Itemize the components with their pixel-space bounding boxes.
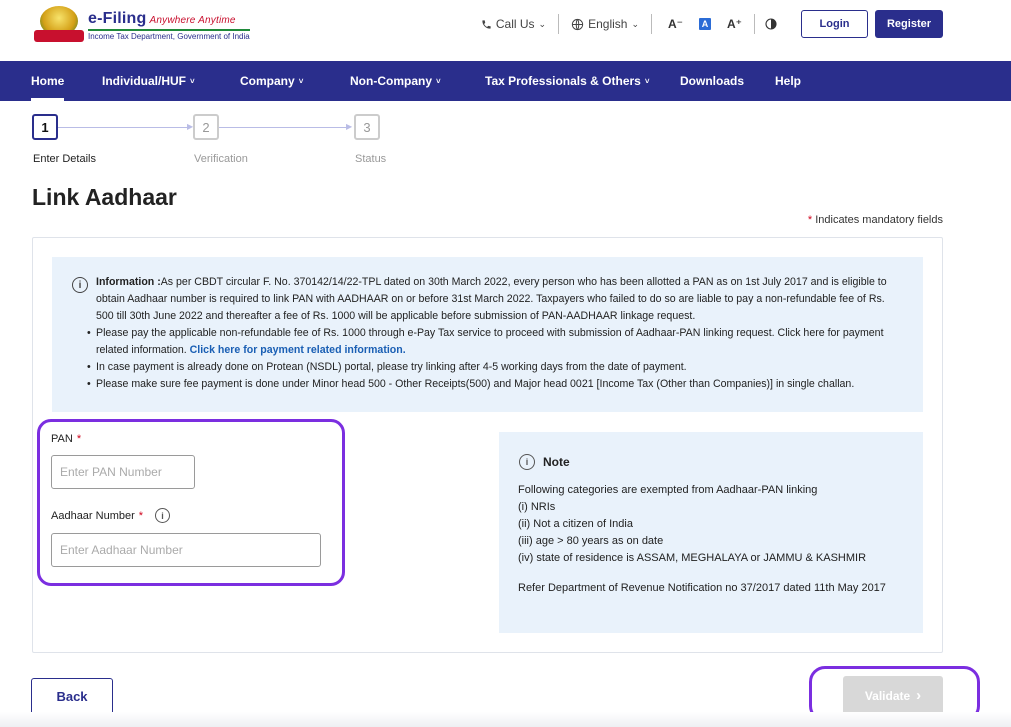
- required-star: *: [807, 214, 813, 226]
- validate-button[interactable]: [843, 676, 943, 715]
- note-item: (i) NRIs: [518, 501, 556, 513]
- login-button[interactable]: Login: [801, 10, 868, 38]
- mandatory-note: [808, 214, 943, 226]
- note-item: (iii) age > 80 years as on date: [518, 535, 664, 547]
- font-normal-button[interactable]: A: [699, 18, 711, 30]
- nav-label: Non-Company: [350, 74, 432, 88]
- information-list: [96, 325, 896, 393]
- nav-individual-huf[interactable]: [102, 61, 195, 101]
- information-heading: Information :: [96, 276, 161, 288]
- efiling-logo[interactable]: [32, 6, 250, 44]
- information-intro: [96, 274, 896, 325]
- information-text: [96, 274, 896, 393]
- list-item: • In case payment is already done on Protean (NSDL) portal, please try linking after 4-5 working days from the date of payment.: [96, 359, 896, 376]
- nav-label: Help: [775, 74, 802, 88]
- step-2-label: Verification: [194, 153, 248, 165]
- chevron-right-icon: ›: [916, 687, 922, 704]
- validate-label: Validate: [864, 688, 911, 703]
- nav-label: Tax Professionals & Others: [485, 74, 641, 88]
- chevron-down-icon: ˅: [298, 76, 304, 86]
- phone-icon: [481, 19, 492, 30]
- info-icon[interactable]: i: [155, 508, 170, 523]
- pan-input[interactable]: [51, 455, 195, 489]
- note-item: (ii) Not a citizen of India: [518, 518, 633, 530]
- language-dropdown[interactable]: [559, 14, 651, 34]
- mandatory-note-text: Indicates mandatory fields: [815, 214, 943, 226]
- pan-label: [51, 433, 81, 445]
- divider: [651, 14, 652, 34]
- font-increase-button[interactable]: A⁺: [727, 17, 742, 31]
- payment-info-link[interactable]: Click here for payment related information.: [189, 344, 406, 356]
- step-3-indicator: 3: [354, 114, 380, 140]
- step-3-label: Status: [355, 153, 387, 165]
- nav-home[interactable]: [31, 61, 64, 101]
- note-item: (iv) state of residence is ASSAM, MEGHALAYA or JAMMU & KASHMIR: [518, 552, 867, 564]
- nav-non-company[interactable]: [350, 61, 441, 101]
- back-button[interactable]: Back: [31, 678, 113, 715]
- required-star: *: [138, 510, 144, 522]
- information-intro-text: As per CBDT circular F. No. 370142/14/22-TPL dated on 30th March 2022, every person who has been allotted a PAN as on 1st July 2017 and is eligible to obtain Aadhaar number is required to link PAN with AADHAAR on or before 31st March 2022. Taxpayers who failed to do so are liable to pay a non-refundable fee of Rs. 500 till 30th June 2022 and thereafter a fee of Rs. 1000 will be applicable before submission of PAN-AADHAAR linkage request.: [96, 276, 887, 322]
- list-item: • Please pay the applicable non-refundable fee of Rs. 1000 through e-Pay Tax service to proceed with submission of Aadhaar-PAN linking request. Click here for payment related information. Click here for payment related information.: [96, 325, 896, 359]
- contrast-toggle[interactable]: [755, 14, 787, 34]
- required-star: *: [76, 433, 82, 445]
- list-item: • Please make sure fee payment is done under Minor head 500 - Other Receipts(500) and Major head 0021 [Income Tax (Other than Companies)] in single challan.: [96, 376, 896, 393]
- step-connector: [58, 127, 190, 128]
- logo-title: e-Filing: [88, 10, 147, 27]
- arrow-right-icon: ▶: [346, 122, 353, 131]
- header-utilities: [469, 10, 943, 38]
- page-bottom-edge: [0, 712, 1011, 727]
- font-decrease-button[interactable]: A⁻: [668, 17, 683, 31]
- aadhaar-label-text: Aadhaar Number: [51, 510, 135, 522]
- information-panel: [52, 257, 923, 412]
- chevron-down-icon: ⌄: [538, 18, 547, 29]
- nav-company[interactable]: [240, 61, 303, 101]
- site-header: [0, 0, 1011, 61]
- info-icon: i: [72, 277, 88, 293]
- step-2-indicator: 2: [193, 114, 219, 140]
- nav-help[interactable]: [775, 61, 801, 101]
- info-icon: i: [519, 454, 535, 470]
- language-label: English: [588, 17, 628, 31]
- note-body: [518, 482, 898, 597]
- chevron-down-icon: ˅: [190, 76, 195, 86]
- note-intro: Following categories are exempted from Aadhaar-PAN linking: [518, 484, 818, 496]
- logo-subtitle: Income Tax Department, Government of India: [88, 29, 250, 41]
- nav-downloads[interactable]: [680, 61, 744, 101]
- arrow-right-icon: ▶: [187, 122, 194, 131]
- pan-label-text: PAN: [51, 433, 73, 445]
- nav-label: Individual/HUF: [102, 74, 186, 88]
- main-nav: [0, 61, 1011, 101]
- note-panel: [499, 432, 923, 633]
- globe-icon: [571, 18, 584, 31]
- nav-label: Company: [240, 74, 295, 88]
- note-title: Note: [543, 455, 570, 469]
- chevron-down-icon: ⌄: [631, 18, 639, 29]
- call-us-dropdown[interactable]: [469, 14, 558, 34]
- contrast-icon: [765, 18, 777, 30]
- page-title: Link Aadhaar: [32, 184, 177, 210]
- note-heading: [519, 454, 570, 470]
- chevron-down-icon: ˅: [436, 76, 441, 86]
- national-emblem-icon: [32, 6, 84, 44]
- aadhaar-input[interactable]: [51, 533, 321, 567]
- logo-tagline: Anywhere Anytime: [149, 15, 236, 26]
- register-button[interactable]: Register: [875, 10, 943, 38]
- aadhaar-label: [51, 510, 143, 522]
- step-connector: [219, 127, 349, 128]
- nav-label: Home: [31, 74, 65, 88]
- nav-label: Downloads: [680, 74, 745, 88]
- nav-tax-professionals[interactable]: [485, 61, 650, 101]
- step-1-indicator: 1: [32, 114, 58, 140]
- call-us-label: Call Us: [495, 17, 535, 31]
- step-1-label: Enter Details: [33, 153, 96, 165]
- chevron-down-icon: ˅: [644, 76, 650, 86]
- note-reference: Refer Department of Revenue Notification no 37/2017 dated 11th May 2017: [518, 582, 886, 594]
